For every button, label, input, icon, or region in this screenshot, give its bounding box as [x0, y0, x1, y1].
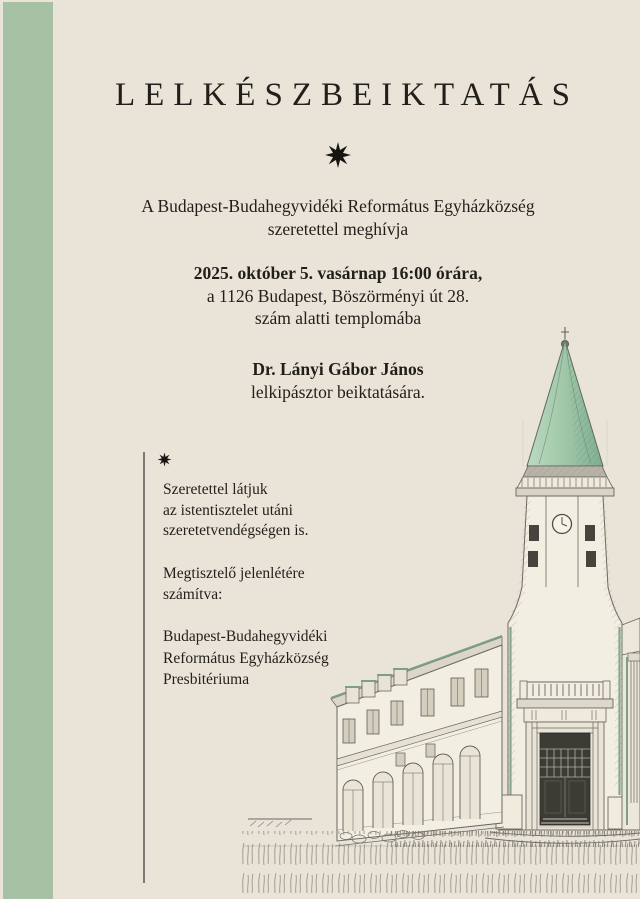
tower-gallery — [516, 466, 614, 496]
eight-point-star-icon — [53, 141, 623, 169]
hospitality-line-2: az istentisztelet utáni — [163, 501, 293, 519]
signature-line-1: Budapest-Budahegyvidéki — [163, 628, 328, 645]
intro-paragraph — [53, 195, 623, 240]
church-right-wall — [622, 618, 640, 830]
honor-note — [163, 564, 353, 605]
event-details — [53, 262, 623, 330]
church-spire — [527, 327, 603, 466]
small-eight-point-star-icon — [157, 452, 172, 467]
honoree-occasion: lelkipásztor beiktatására. — [251, 381, 425, 402]
event-address-line-2: szám alatti templomába — [254, 308, 422, 328]
hospitality-line-3: szeretetvendégségen is. — [163, 522, 309, 539]
church-sketch-illustration — [240, 325, 640, 899]
page-title: LELKÉSZBEIKTATÁS — [115, 77, 579, 113]
signature-line-3: Presbitériuma — [163, 671, 250, 688]
church-nave-wing — [331, 636, 504, 846]
signature-block — [163, 626, 353, 691]
intro-line-1: A Budapest-Budahegyvidéki Református Egyházközség — [141, 196, 535, 216]
honor-line-1: Megtisztelő jelenlétére — [163, 565, 305, 582]
honor-line-2: számítva: — [163, 585, 223, 603]
intro-line-2: szeretettel meghívja — [267, 218, 409, 239]
hospitality-line-1: Szeretettel látjuk — [163, 481, 268, 498]
honoree-name: Dr. Lányi Gábor János — [252, 359, 424, 379]
event-address-line-1: a 1126 Budapest, Böszörményi út 28. — [206, 285, 470, 306]
green-side-stripe — [3, 2, 53, 899]
signature-line-2: Református Egyházközség — [163, 649, 329, 667]
hospitality-note — [163, 480, 353, 542]
vertical-divider-rule — [143, 452, 145, 883]
event-datetime: 2025. október 5. vasárnap 16:00 órára, — [193, 263, 483, 283]
